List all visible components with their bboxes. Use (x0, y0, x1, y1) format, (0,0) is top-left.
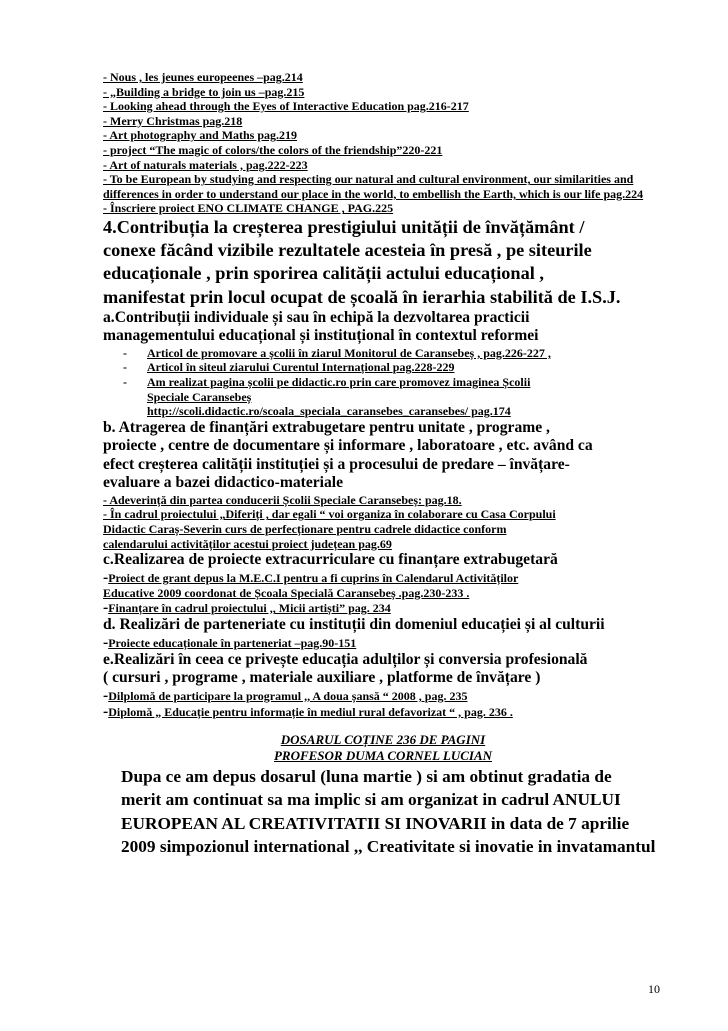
list-item: - Merry Christmas pag.218 (103, 113, 243, 128)
list-a (103, 70, 663, 216)
heading-line: efect creșterea calității instituției și a procesului de predare – învățare- (103, 455, 570, 473)
bullet-dash: - (123, 360, 127, 375)
heading-line: a.Contribuții individuale și sau în echipă la dezvoltarea practicii (103, 308, 530, 326)
list-b (103, 493, 663, 551)
heading-line: proiecte , centre de documentare și informare , laboratoare , etc. având ca (103, 437, 593, 455)
heading-4 (103, 216, 663, 309)
paragraph-line: Dupa ce am depus dosarul (luna martie ) si am obtinut gradatia de (121, 766, 612, 786)
list-item: - Adeverință din partea conducerii Școlii Speciale Caransebeș: pag.18. (103, 492, 462, 507)
heading-b (103, 419, 663, 493)
heading-line: manifestat prin locul ocupat de școală în ierarhia stabilită de I.S.J. (103, 286, 621, 307)
heading-line: managementului educațional și instituțional în contextul reformei (103, 327, 539, 345)
list-item: - Art photography and Maths pag.219 (103, 128, 298, 143)
bullet-text: Am realizat pagina școlii pe didactic.ro prin care promovez imaginea Școlii (147, 374, 531, 389)
heading-a (103, 309, 663, 346)
paragraph-line: EUROPEAN AL CREATIVITATII SI INOVARII in data de 7 aprilie (121, 813, 630, 833)
bullet-page: pag.174 (468, 404, 511, 419)
author-name: PROFESOR DUMA CORNEL LUCIAN (273, 748, 493, 764)
list-dash: - (103, 633, 109, 651)
list-item (103, 346, 663, 361)
list-item-cont: Educative 2009 coordonat de Școala Specială Caransebeș .pag.230-233 . (103, 585, 470, 600)
heading-d: d. Realizări de parteneriate cu instituții din domeniul educației și al culturii (103, 616, 605, 634)
dosar-pages-note: DOSARUL COȚINE 236 DE PAGINI (280, 731, 486, 747)
list-item: calendarului activităților acestui proiect județean pag.69 (103, 536, 392, 551)
list-d-item (103, 635, 663, 651)
list-dash: - (103, 702, 109, 720)
list-item: - Looking ahead through the Eyes of Interactive Education pag.216-217 (103, 99, 469, 114)
heading-e (103, 651, 663, 688)
list-e (103, 688, 663, 720)
bullet-text: Articol în siteul ziarului Curentul Internațional pag.228-229 (147, 360, 455, 375)
list-item (103, 600, 663, 616)
bullets-a (103, 346, 663, 419)
list-item: - project “The magic of colors/the colors of the friendship”220-221 (103, 142, 443, 157)
paragraph-line: 2009 simpozionul international ,, Creativitate si inovatie in invatamantul (121, 837, 656, 857)
heading-line: educaționale , prin sporirea calității actului educațional , (103, 263, 544, 284)
heading-line: conexe făcând vizibile rezultatele acesteia în presă , pe siteurile (103, 240, 592, 261)
page-number: 10 (648, 982, 660, 996)
heading-line: e.Realizări în ceea ce privește educația adulților și conversia profesională (103, 650, 588, 668)
list-dash: - (103, 686, 109, 704)
list-text: Proiect de grant depus la M.E.C.I pentru a fi cuprins în Calendarul Activităților (108, 570, 519, 585)
heading-line: b. Atragerea de finanțări extrabugetare pentru unitate , programe , (103, 418, 550, 436)
heading-line: ( cursuri , programe , materiale auxiliare , platforme de învățare ) (103, 669, 541, 687)
heading-c: c.Realizarea de proiecte extracurriculare cu finanțare extrabugetară (103, 551, 558, 569)
list-text: Finanțare în cadrul proiectului ,, Micii artiști” pag. 234 (108, 601, 391, 616)
list-item: - În cadrul proiectului „Diferiți , dar egali “ voi organiza în colaborare cu Casa Corpului (103, 507, 556, 522)
bullet-text-cont: Speciale Caransebeș (147, 389, 252, 404)
heading-line: 4.Contribuția la creșterea prestigiului unității de învățământ / (103, 216, 585, 237)
heading-line: evaluare a bazei didactico-materiale (103, 474, 344, 492)
list-c (103, 570, 663, 617)
list-text: Diplomă „ Educație pentru informație în mediul rural defavorizat “ , pag. 236 . (108, 704, 513, 719)
list-item: Didactic Caraș-Severin curs de perfecționare pentru cadrele didactice conform (103, 521, 507, 536)
list-text: Dilplomă de participare la programul ,, A doua șansă “ 2008 , pag. 235 (108, 688, 468, 703)
list-item (103, 360, 663, 375)
document-page (103, 70, 663, 859)
list-item (103, 570, 663, 586)
list-item: - „Building a bridge to join us –pag.215 (103, 84, 305, 99)
list-item (103, 688, 663, 704)
didactic-link[interactable]: http://scoli.didactic.ro/scoala_speciala_caransebes_caransebes/ (147, 404, 469, 419)
list-item (103, 375, 663, 419)
bullet-dash: - (123, 345, 127, 360)
bullet-text: Articol de promovare a școlii în ziarul Monitorul de Caransebeș , pag.226-227 , (147, 345, 551, 360)
list-text: Proiecte educaționale în parteneriat –pag.90-151 (108, 635, 357, 650)
list-item-european: - To be European by studying and respecting our natural and cultural environment, our similarities and differences in order to understand our place in the world, to embellish the Earth, which is our life pag.224 (103, 172, 644, 201)
list-dash: - (103, 568, 109, 586)
list-item-eno: - Înscriere proiect ENO CLIMATE CHANGE , PAG.225 (103, 201, 394, 216)
list-item: - Art of naturals materials , pag.222-223 (103, 157, 308, 172)
closing-paragraph (103, 766, 663, 859)
paragraph-line: merit am continuat sa ma implic si am organizat in cadrul ANULUI (121, 790, 621, 810)
list-dash: - (103, 599, 109, 617)
list-item: - Nous , les jeunes europeenes –pag.214 (103, 70, 303, 84)
bullet-dash: - (123, 374, 127, 389)
list-item (103, 704, 663, 720)
